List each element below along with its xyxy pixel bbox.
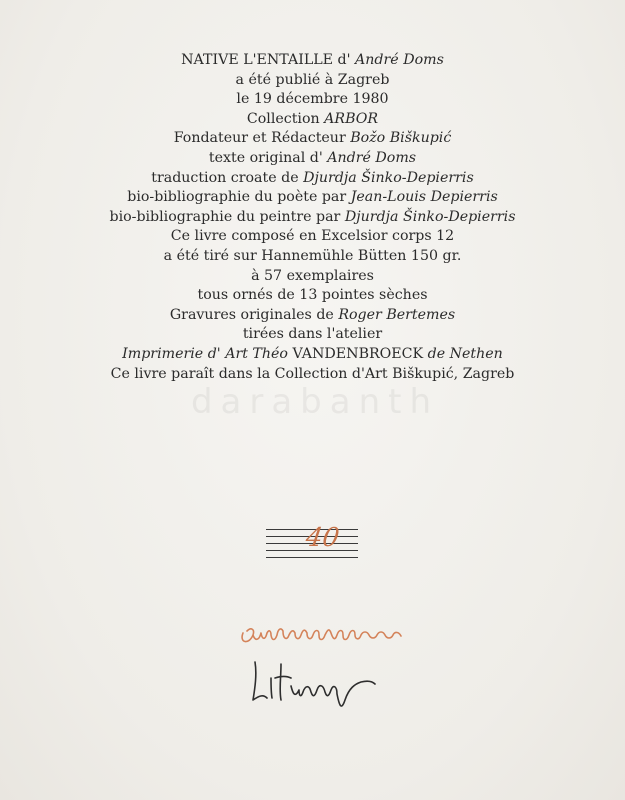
colophon-line-publication-place: a été publié à Zagreb	[235, 71, 390, 88]
colophon-line-title: NATIVE L'ENTAILLE d' André Doms	[181, 52, 444, 68]
colophon-text	[0, 51, 625, 384]
colophon-line-founder: Fondateur et Rédacteur Božo Biškupić	[173, 130, 452, 147]
watermark: darabanth	[190, 382, 440, 422]
colophon-line-engravings: Gravures originales de Roger Bertemes	[169, 306, 456, 323]
colophon-line-drypoints: tous ornés de 13 pointes sèches	[197, 287, 428, 304]
edition-number-block	[266, 521, 358, 561]
colophon-line-paper: a été tiré sur Hannemühle Bütten 150 gr.	[163, 247, 462, 264]
colophon-line-translation: traduction croate de Djurdja Šinko-Depierris	[151, 169, 474, 186]
artist-signature	[245, 648, 385, 718]
colophon-line-poet-biobibliography: bio-bibliographie du poète par Jean-Louis Depierris	[127, 189, 498, 206]
staff-line	[266, 557, 358, 558]
colophon-line-painter-biobibliography: bio-bibliographie du peintre par Djurdja Šinko-Depierris	[109, 208, 516, 225]
colophon-line-printer: Imprimerie d' Art Théo VANDENBROECK de Nethen	[122, 345, 503, 362]
edition-number: 40	[303, 523, 342, 553]
colophon-line-original-text: texte original d' André Doms	[208, 149, 417, 166]
colophon-line-date: le 19 décembre 1980	[236, 91, 389, 108]
colophon-line-atelier: tirées dans l'atelier	[242, 326, 383, 343]
colophon-line-collection-zagreb: Ce livre paraît dans la Collection d'Art Biškupić, Zagreb	[110, 365, 515, 382]
colophon-line-typeface: Ce livre composé en Excelsior corps 12	[170, 228, 455, 245]
colophon-line-copies: à 57 exemplaires	[251, 267, 374, 284]
colophon-line-collection: Collection ARBOR	[246, 110, 379, 127]
